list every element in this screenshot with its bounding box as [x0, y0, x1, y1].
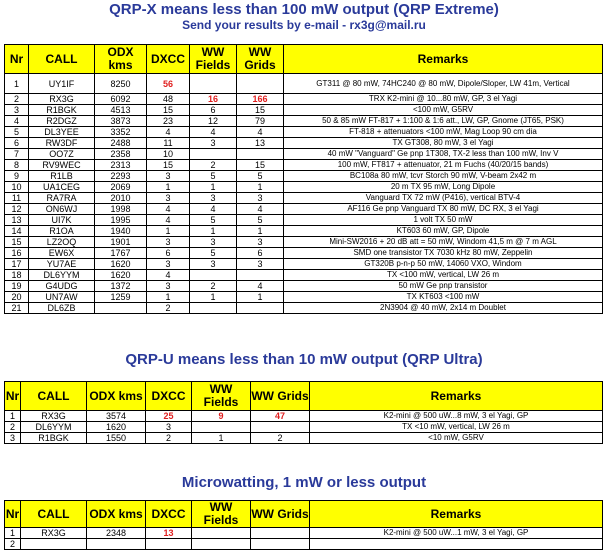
row-odx-kms: 1901: [95, 237, 147, 248]
row-ww-grids: [237, 74, 284, 94]
row-call: UN7AW: [29, 292, 95, 303]
row-ww-grids: 4: [237, 204, 284, 215]
row-nr: 6: [5, 138, 29, 149]
row-call: R2DGZ: [29, 116, 95, 127]
row-odx-kms: 2348: [87, 528, 146, 539]
row-odx-kms: 1940: [95, 226, 147, 237]
row-nr: 15: [5, 237, 29, 248]
row-ww-grids: 3: [237, 193, 284, 204]
table-row: [5, 411, 603, 422]
row-ww-fields: 4: [190, 204, 237, 215]
row-ww-fields: [190, 74, 237, 94]
row-remarks: Mini-SW2016 + 20 dB att = 50 mW, Windom 41,5 m @ 7 m AGL: [284, 237, 603, 248]
row-nr: 21: [5, 303, 29, 314]
row-call: [21, 539, 87, 550]
header-ww-fields: WW Fields: [192, 501, 251, 528]
row-ww-fields: [190, 270, 237, 281]
row-remarks: TX GT308, 80 mW, 3 el Yagi: [284, 138, 603, 149]
row-call: R1OA: [29, 226, 95, 237]
row-nr: 18: [5, 270, 29, 281]
row-odx-kms: 2069: [95, 182, 147, 193]
row-remarks: GT311 @ 80 mW, 74HC240 @ 80 mW, Dipole/Sloper, LW 41m, Vertical: [284, 74, 603, 94]
row-ww-grids: 3: [237, 237, 284, 248]
row-odx-kms: 2010: [95, 193, 147, 204]
qrpx-table: [4, 44, 603, 314]
row-dxcc: [146, 539, 192, 550]
row-ww-fields: 1: [192, 433, 251, 444]
row-nr: 3: [5, 433, 21, 444]
header-call: CALL: [21, 382, 87, 411]
row-odx-kms: 4513: [95, 105, 147, 116]
row-remarks: FT-818 + attenuators <100 mW, Mag Loop 90 cm dia: [284, 127, 603, 138]
row-remarks: TX <100 mW, vertical, LW 26 m: [284, 270, 603, 281]
table-row: [5, 281, 603, 292]
table-row: [5, 138, 603, 149]
row-ww-fields: [192, 422, 251, 433]
header-ww-grids: WW Grids: [237, 45, 284, 74]
row-dxcc: 2: [146, 433, 192, 444]
row-remarks: Vanguard TX 72 mW (P416), vertical BTV-4: [284, 193, 603, 204]
row-remarks: TX <10 mW, vertical, LW 26 m: [310, 422, 603, 433]
row-ww-fields: [192, 528, 251, 539]
row-nr: 13: [5, 215, 29, 226]
table-row: [5, 193, 603, 204]
row-ww-fields: 4: [190, 127, 237, 138]
row-nr: 10: [5, 182, 29, 193]
row-call: R1BGK: [21, 433, 87, 444]
row-ww-grids: 2: [251, 433, 310, 444]
row-remarks: BC108a 80 mW, tcvr Storch 90 mW, V-beam 2x42 m: [284, 171, 603, 182]
row-odx-kms: [95, 303, 147, 314]
row-call: RX3G: [21, 528, 87, 539]
row-ww-grids: [237, 149, 284, 160]
row-nr: 11: [5, 193, 29, 204]
header-nr: Nr: [5, 45, 29, 74]
row-ww-fields: 5: [190, 248, 237, 259]
row-odx-kms: 2488: [95, 138, 147, 149]
row-remarks: <100 mW, G5RV: [284, 105, 603, 116]
row-nr: 1: [5, 528, 21, 539]
row-call: YU7AE: [29, 259, 95, 270]
row-remarks: 100 mW, FT817 + attenuator, 21 m Fuchs (40/20/15 bands): [284, 160, 603, 171]
row-nr: 12: [5, 204, 29, 215]
row-remarks: TRX K2-mini @ 10...80 mW, GP, 3 el Yagi: [284, 94, 603, 105]
row-remarks: K2-mini @ 500 uW...8 mW, 3 el Yagi, GP: [310, 411, 603, 422]
header-dxcc: DXCC: [146, 501, 192, 528]
row-dxcc: 4: [147, 204, 190, 215]
row-odx-kms: 1767: [95, 248, 147, 259]
row-ww-grids: 15: [237, 105, 284, 116]
row-nr: 20: [5, 292, 29, 303]
row-remarks: 50 & 85 mW FT-817 + 1:100 & 1:6 att., LW, GP, Gnome (JT65, PSK): [284, 116, 603, 127]
row-call: DL3YEE: [29, 127, 95, 138]
qrpu-title: QRP-U means less than 10 mW output (QRP Ultra): [125, 351, 483, 368]
row-nr: 19: [5, 281, 29, 292]
row-remarks: 40 mW "Vanguard" Ge pnp 1T308, TX-2 less than 100 mW, Inv V: [284, 149, 603, 160]
row-call: G4UDG: [29, 281, 95, 292]
row-nr: 7: [5, 149, 29, 160]
row-dxcc: 13: [146, 528, 192, 539]
header-nr: Nr: [5, 382, 21, 411]
row-call: RW3DF: [29, 138, 95, 149]
row-ww-grids: 1: [237, 182, 284, 193]
row-ww-grids: 5: [237, 215, 284, 226]
row-remarks: AF116 Ge pnp Vanguard TX 80 mW, DC RX, 3 el Yagi: [284, 204, 603, 215]
table-row: [5, 528, 603, 539]
header-odx: ODX kms: [87, 382, 146, 411]
row-dxcc: 15: [147, 160, 190, 171]
row-remarks: 50 mW Ge pnp transistor: [284, 281, 603, 292]
row-ww-grids: 79: [237, 116, 284, 127]
row-call: R1BGK: [29, 105, 95, 116]
row-ww-fields: 3: [190, 138, 237, 149]
table-row: [5, 127, 603, 138]
header-ww-fields: WW Fields: [192, 382, 251, 411]
row-ww-grids: 5: [237, 171, 284, 182]
row-dxcc: 3: [146, 422, 192, 433]
row-ww-fields: 9: [192, 411, 251, 422]
row-odx-kms: 1259: [95, 292, 147, 303]
row-ww-grids: [237, 303, 284, 314]
row-dxcc: 1: [147, 292, 190, 303]
row-call: RX3G: [29, 94, 95, 105]
table-row: [5, 171, 603, 182]
row-remarks: K2-mini @ 500 uW...1 mW, 3 el Yagi, GP: [310, 528, 603, 539]
row-ww-grids: [251, 539, 310, 550]
row-call: RV9WEC: [29, 160, 95, 171]
row-remarks: TX KT603 <100 mW: [284, 292, 603, 303]
row-ww-fields: [192, 539, 251, 550]
table-row: [5, 248, 603, 259]
row-dxcc: 15: [147, 105, 190, 116]
row-nr: 17: [5, 259, 29, 270]
row-dxcc: 3: [147, 281, 190, 292]
row-ww-fields: 6: [190, 105, 237, 116]
row-odx-kms: 1620: [95, 270, 147, 281]
row-odx-kms: 8250: [95, 74, 147, 94]
row-ww-grids: 47: [251, 411, 310, 422]
table-row: [5, 270, 603, 281]
row-ww-grids: 3: [237, 259, 284, 270]
row-call: DL6ZB: [29, 303, 95, 314]
row-odx-kms: 3873: [95, 116, 147, 127]
table-row: [5, 539, 603, 550]
row-remarks: GT320B p-n-p 50 mW, 14060 VXO, Windom: [284, 259, 603, 270]
row-ww-grids: 6: [237, 248, 284, 259]
row-ww-fields: 5: [190, 215, 237, 226]
row-ww-grids: 13: [237, 138, 284, 149]
row-call: RA7RA: [29, 193, 95, 204]
row-ww-fields: 12: [190, 116, 237, 127]
row-ww-grids: 166: [237, 94, 284, 105]
row-ww-fields: 2: [190, 281, 237, 292]
row-nr: 2: [5, 539, 21, 550]
row-dxcc: 48: [147, 94, 190, 105]
row-odx-kms: 1372: [95, 281, 147, 292]
table-row: [5, 433, 603, 444]
row-nr: 16: [5, 248, 29, 259]
row-nr: 1: [5, 411, 21, 422]
row-dxcc: 11: [147, 138, 190, 149]
row-odx-kms: 6092: [95, 94, 147, 105]
row-odx-kms: 1550: [87, 433, 146, 444]
row-ww-grids: 4: [237, 281, 284, 292]
microwatting-table: [4, 500, 603, 550]
row-odx-kms: 1998: [95, 204, 147, 215]
row-ww-fields: 1: [190, 292, 237, 303]
row-nr: 9: [5, 171, 29, 182]
row-dxcc: 3: [147, 193, 190, 204]
row-odx-kms: 3574: [87, 411, 146, 422]
row-dxcc: 2: [147, 303, 190, 314]
row-odx-kms: [87, 539, 146, 550]
row-odx-kms: 2358: [95, 149, 147, 160]
row-dxcc: 56: [147, 74, 190, 94]
row-ww-fields: 1: [190, 226, 237, 237]
row-call: DL6YYM: [29, 270, 95, 281]
row-ww-grids: 1: [237, 292, 284, 303]
row-call: UY1IF: [29, 74, 95, 94]
row-ww-fields: [190, 303, 237, 314]
row-nr: 8: [5, 160, 29, 171]
header-call: CALL: [21, 501, 87, 528]
table-row: [5, 74, 603, 94]
header-remarks: Remarks: [310, 382, 603, 411]
header-dxcc: DXCC: [147, 45, 190, 74]
table-row: [5, 160, 603, 171]
row-ww-fields: 5: [190, 171, 237, 182]
header-nr: Nr: [5, 501, 21, 528]
header-ww-grids: WW Grids: [251, 382, 310, 411]
table-row: [5, 116, 603, 127]
row-call: EW6X: [29, 248, 95, 259]
row-dxcc: 3: [147, 171, 190, 182]
row-ww-fields: 3: [190, 259, 237, 270]
row-ww-fields: 3: [190, 193, 237, 204]
row-call: LZ2OQ: [29, 237, 95, 248]
row-call: UA1CEG: [29, 182, 95, 193]
row-call: OO7Z: [29, 149, 95, 160]
table-row: [5, 237, 603, 248]
row-ww-grids: 1: [237, 226, 284, 237]
row-call: R1LB: [29, 171, 95, 182]
row-call: RX3G: [21, 411, 87, 422]
row-nr: 4: [5, 116, 29, 127]
row-dxcc: 3: [147, 259, 190, 270]
row-ww-fields: 3: [190, 237, 237, 248]
row-dxcc: 4: [147, 270, 190, 281]
row-dxcc: 1: [147, 226, 190, 237]
row-nr: 2: [5, 422, 21, 433]
row-odx-kms: 1620: [95, 259, 147, 270]
row-odx-kms: 3352: [95, 127, 147, 138]
header-ww-fields: WW Fields: [190, 45, 237, 74]
row-call: UI7K: [29, 215, 95, 226]
row-ww-fields: [190, 149, 237, 160]
row-call: ON6WJ: [29, 204, 95, 215]
row-dxcc: 23: [147, 116, 190, 127]
microwatting-title: Microwatting, 1 mW or less output: [181, 474, 427, 491]
row-dxcc: 4: [147, 215, 190, 226]
table-row: [5, 215, 603, 226]
row-ww-grids: [251, 528, 310, 539]
table-row: [5, 182, 603, 193]
table-row: [5, 292, 603, 303]
row-remarks: [310, 539, 603, 550]
row-nr: 1: [5, 74, 29, 94]
table-row: [5, 149, 603, 160]
qrpx-title: QRP-X means less than 100 mW output (QRP Extreme): [109, 1, 499, 18]
row-odx-kms: 1995: [95, 215, 147, 226]
header-dxcc: DXCC: [146, 382, 192, 411]
row-ww-fields: 1: [190, 182, 237, 193]
row-remarks: 20 m TX 95 mW, Long Dipole: [284, 182, 603, 193]
header-ww-grids: WW Grids: [251, 501, 310, 528]
row-remarks: KT603 60 mW, GP, Dipole: [284, 226, 603, 237]
table-row: [5, 94, 603, 105]
row-odx-kms: 2293: [95, 171, 147, 182]
row-odx-kms: 2313: [95, 160, 147, 171]
row-dxcc: 25: [146, 411, 192, 422]
table-row: [5, 204, 603, 215]
table-row: [5, 226, 603, 237]
header-remarks: Remarks: [284, 45, 603, 74]
row-nr: 5: [5, 127, 29, 138]
row-ww-grids: 15: [237, 160, 284, 171]
send-results-note: Send your results by e-mail - rx3g@mail.ru: [182, 18, 426, 32]
row-remarks: <10 mW, G5RV: [310, 433, 603, 444]
row-remarks: 2N3904 @ 40 mW, 2x14 m Doublet: [284, 303, 603, 314]
row-remarks: 1 volt TX 50 mW: [284, 215, 603, 226]
row-ww-fields: 2: [190, 160, 237, 171]
row-odx-kms: 1620: [87, 422, 146, 433]
qrpu-table: [4, 381, 603, 444]
table-row: [5, 105, 603, 116]
row-ww-grids: [237, 270, 284, 281]
row-call: DL6YYM: [21, 422, 87, 433]
header-call: CALL: [29, 45, 95, 74]
row-ww-grids: 4: [237, 127, 284, 138]
row-remarks: SMD one transistor TX 7030 kHz 80 mW, Zeppelin: [284, 248, 603, 259]
row-ww-fields: 16: [190, 94, 237, 105]
row-nr: 3: [5, 105, 29, 116]
row-dxcc: 10: [147, 149, 190, 160]
row-dxcc: 3: [147, 237, 190, 248]
row-dxcc: 4: [147, 127, 190, 138]
header-remarks: Remarks: [310, 501, 603, 528]
table-row: [5, 259, 603, 270]
row-nr: 14: [5, 226, 29, 237]
row-dxcc: 6: [147, 248, 190, 259]
row-ww-grids: [251, 422, 310, 433]
row-nr: 2: [5, 94, 29, 105]
table-row: [5, 422, 603, 433]
header-odx: ODX kms: [95, 45, 147, 74]
row-dxcc: 1: [147, 182, 190, 193]
table-row: [5, 303, 603, 314]
header-odx: ODX kms: [87, 501, 146, 528]
